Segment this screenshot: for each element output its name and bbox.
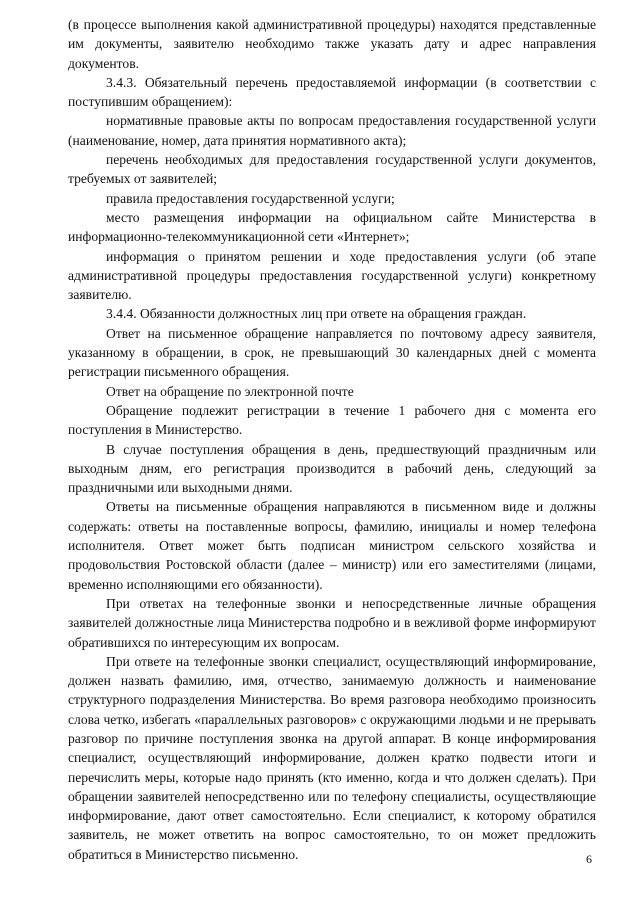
paragraph: нормативные правовые акты по вопросам предоставления государственной услуги (наименование, номер, дата принятия нормативного акта); — [68, 113, 596, 148]
document-body — [68, 15, 596, 864]
paragraph: 3.4.4. Обязанности должностных лиц при ответе на обращения граждан. — [106, 306, 527, 322]
paragraph: информация о принятом решении и ходе предоставления услуги (об этапе административной процедуры предоставления государственной услуги) конкретному заявителю. — [68, 248, 596, 303]
page-number: 6 — [586, 852, 592, 866]
paragraph: Ответы на письменные обращения направляются в письменном виде и должны содержать: ответы на поставленные вопросы, фамилию, инициалы и номер телефона исполнителя. Ответ может быть подписан министром сельского хозяйства и продовольствия Ростовской области (далее – министр) или его заместителями (лицами, временно исполняющими его обязанности). — [68, 499, 596, 592]
paragraph: В случае поступления обращения в день, предшествующий праздничным или выходным дням, его регистрация производится в рабочий день, следующий за праздничными или выходными днями. — [68, 441, 596, 496]
paragraph: перечень необходимых для предоставления государственной услуги документов, требуемых от заявителей; — [68, 152, 596, 187]
paragraph: (в процессе выполнения какой административной процедуры) находятся представленные им документы, заявителю необходимо также указать дату и адрес направления документов. — [68, 17, 596, 71]
paragraph: При ответе на телефонные звонки специалист, осуществляющий информирование, должен назвать фамилию, имя, отчество, занимаемую должность и наименование структурного подразделения Министерства. Во время разговора необходимо произносить слова четко, избегать «параллельных разговоров» с окружающими людьми и не прерывать разговор по причине поступления звонка на другой аппарат. В конце информирования специалист, осуществляющий информирование, должен кратко подвести итоги и перечислить меры, которые надо принять (кто именно, когда и что должен сделать). При обращении заявителей непосредственно или по телефону специалисты, осуществляющие информирование, дают ответ самостоятельно. Если специалист, к которому обратился заявитель, не может ответить на вопрос самостоятельно, то он может предложить обратиться в Министерство письменно. — [68, 653, 596, 862]
paragraph: Ответ на обращение по электронной почте — [106, 383, 354, 399]
paragraph: 3.4.3. Обязательный перечень предоставляемой информации (в соответствии с поступившим обращением): — [68, 74, 596, 110]
paragraph: Обращение подлежит регистрации в течение 1 рабочего дня с момента его поступления в Министерство. — [68, 402, 596, 438]
paragraph: Ответ на письменное обращение направляется по почтовому адресу заявителя, указанному в обращении, в срок, не превышающий 30 календарных дней с момента регистрации письменного обращения. — [68, 325, 596, 380]
paragraph: место размещения информации на официальном сайте Министерства в информационно-телекоммуникационной сети «Интернет»; — [68, 209, 596, 245]
paragraph: При ответах на телефонные звонки и непосредственные личные обращения заявителей должностные лица Министерства подробно и в вежливой форме информируют обратившихся по интересующим их вопросам. — [68, 595, 596, 650]
paragraph: правила предоставления государственной услуги; — [106, 190, 395, 206]
